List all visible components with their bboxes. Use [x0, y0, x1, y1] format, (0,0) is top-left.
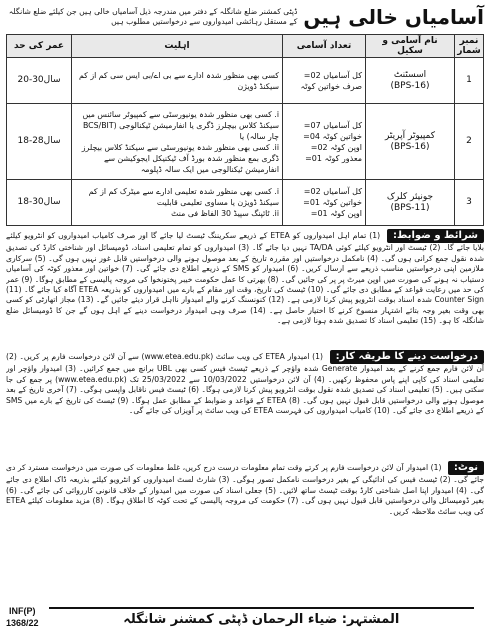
col-age: عمر کی حد [7, 35, 72, 58]
qualification-line: i. کسی بھی منظور شدہ یونیورسٹی سے کمپیوٹر سائنس میں سیکنڈ کلاس بیچلرز ڈگری یا انفارمیشن ٹیکنالوجی (BCS/BIT چار سالہ) یا [82, 109, 279, 141]
count-line: کل آسامیاں 02= [303, 70, 362, 80]
row-age: 20-30سال [7, 58, 72, 104]
note-label: نوٹ: [448, 461, 484, 475]
count-line: اوپن کوٹہ 01= [310, 209, 362, 218]
count-line: خواتین کوٹہ 01= [303, 198, 362, 207]
advertiser-name: المشتہر: ضیاء الرحمان ڈپٹی کمشنر شانگلہ [49, 607, 474, 627]
row-qualification [72, 58, 283, 104]
qualification-line: کسی بھی منظور شدہ ادارے سے بی اے/بی ایس سی کم از کم سیکنڈ ڈویژن [78, 70, 279, 91]
procedure-section [6, 350, 484, 458]
row-qualification [72, 180, 283, 226]
inf-number: 1368/22 [6, 618, 39, 628]
table-row [7, 58, 484, 104]
row-post [366, 104, 455, 180]
count-line: خواتین کوٹہ 04= [303, 131, 362, 141]
col-post: نام آسامی و سکیل [366, 35, 455, 58]
table-row [7, 180, 484, 226]
qualification-line: ii. کسی بھی منظور شدہ یونیورسٹی سے سیکنڈ کلاس بیچلرز ڈگری بمع منظور شدہ بورڈ آف ٹیکنیکل ایجوکیشن سے انفارمیشن ٹیکنالوجی میں ایک سالہ ڈپلومہ [81, 142, 279, 174]
col-count: تعداد آسامی [283, 35, 366, 58]
row-serial: 2 [455, 104, 484, 180]
procedure-text: (1) امیدوار ETEA کی ویب سائٹ (www.etea.edu.pk) سے آن لائن درخواست فارم پر کریں۔ (2) آن لائن فارم جمع کرنے کے بعد امیدوار Generate شدہ واؤچر کے ذریعے ٹیسٹ فیس کسی بھی UBL برانچ میں جمع کرائیں۔ (3) امیدوار واؤچر اور تعلیمی اسناد کی کاپی اپنے پاس محفوظ رکھیں۔ (4) آن لائن درخواستیں 10/03/2022 سے 25/03/2022 تک (www.etea.edu.pk) پر جمع کی جا سکتی ہیں۔ (5) تعلیمی اسناد کی تصدیق شدہ نقول بوقت انٹرویو پیش کرنا لازمی ہوگا۔ (6) ٹیسٹ فیس ناقابل واپسی ہوگی۔ (7) آخری تاریخ کے بعد موصول ہونے والی درخواستیں قابل قبول نہیں ہوں گی۔ (8) ETEA کے قواعد و ضوابط کے مطابق عمل ہوگا۔ (9) ٹیسٹ کی تاریخ کے بارے میں SMS کے ذریعے اطلاع دی جائے گی۔ (10) کامیاب امیدواروں کی فہرست ETEA کی ویب سائٹ پر آویزاں کی جائے گی۔ [6, 352, 484, 416]
post-scale: (BPS-11) [390, 202, 430, 213]
qualification-line: i. کسی بھی منظور شدہ تعلیمی ادارے سے میٹرک کم از کم سیکنڈ ڈویژن یا مساوی تعلیمی قابلیت [88, 187, 279, 207]
post-name: کمپیوٹر آپریٹر [384, 130, 436, 141]
procedure-label: درخواست دینے کا طریقہ کار: [330, 350, 484, 364]
conditions-section [6, 229, 484, 347]
qualification-line: ii. ٹائپنگ سپیڈ 30 الفاظ فی منٹ [171, 209, 279, 218]
post-scale: (BPS-16) [390, 141, 430, 152]
count-line: کل آسامیاں 02= [303, 187, 362, 196]
table-header-row [7, 35, 484, 58]
header [6, 2, 484, 32]
row-serial: 1 [455, 58, 484, 104]
vacancies-table [6, 34, 484, 226]
post-name: اسسٹنٹ [393, 69, 427, 80]
post-name: جونیئر کلرک [386, 191, 434, 202]
col-qualification: اہلیت [72, 35, 283, 58]
note-section [6, 461, 484, 545]
row-serial: 3 [455, 180, 484, 226]
inf-code-block [6, 605, 39, 629]
conditions-label: شرائط و ضوابط: [387, 229, 484, 243]
row-count [283, 58, 366, 104]
row-count [283, 180, 366, 226]
count-line: صرف خواتین کوٹہ [300, 81, 362, 91]
count-line: معذور کوٹہ 01= [305, 153, 362, 163]
row-post [366, 58, 455, 104]
count-line: اوپن کوٹہ 02= [310, 142, 362, 152]
row-age: 18-28سال [7, 104, 72, 180]
row-count [283, 104, 366, 180]
count-line: کل آسامیاں 07= [303, 120, 362, 130]
page-title: آسامیاں خالی ہیں [303, 5, 484, 29]
footer [6, 599, 484, 635]
row-age: 18-30سال [7, 180, 72, 226]
row-post [366, 180, 455, 226]
table-row [7, 104, 484, 180]
intro-text: ڈپٹی کمشنر ضلع شانگلہ کے دفتر میں مندرجہ ذیل آسامیاں خالی ہیں جن کیلئے ضلع شانگلہ کے مستقل رہائشی امیدواروں سے درخواستیں مطلوب ہیں [8, 7, 298, 26]
note-text: (1) امیدوار آن لائن درخواست فارم پر کرتے وقت تمام معلومات درست درج کریں، غلط معلومات کی صورت میں درخواست مسترد کر دی جائے گی۔ (2) ٹیسٹ فیس کی ادائیگی کے بغیر درخواست نامکمل تصور ہوگی۔ (3) شارٹ لسٹ امیدواروں کو انٹرویو کیلئے بذریعہ ڈاک اطلاع دی جائے گی۔ (4) امیدوار اپنا اصل شناختی کارڈ بوقت ٹیسٹ ساتھ لائیں۔ (5) جعلی اسناد کی صورت میں امیدوار کے خلاف قانونی کارروائی کی جائے گی۔ (6) بغیر ڈومیسائل والی درخواستیں قابل قبول نہیں ہوں گی۔ (7) حکومت کی مروجہ پالیسی کے تحت کوٹہ کا اطلاق ہوگا۔ (8) مزید معلومات کیلئے ETEA کی ویب سائٹ ملاحظہ کریں۔ [6, 463, 484, 516]
post-scale: (BPS-16) [390, 80, 430, 91]
conditions-text: (1) تمام اہل امیدواروں کو ETEA کے ذریعے سکریننگ ٹیسٹ لیا جائے گا اور صرف کامیاب امیدواروں کو انٹرویو کیلئے بلایا جائے گا۔ (2) ٹیسٹ اور انٹرویو کیلئے کوئی TA/DA نہیں دیا جائے گا۔ (3) امیدواروں کو تمام تعلیمی اسناد، ڈومیسائل اور شناختی کارڈ کی تصدیق شدہ نقول جمع کرانی ہوں گی۔ (4) نامکمل درخواستیں اور مقررہ تاریخ کے بعد موصول ہونے والی درخواستیں قابل غور نہیں ہوں گی۔ (5) سرکاری ملازمین اپنی درخواستیں مناسب ذریعے سے ارسال کریں۔ (6) امیدوار کو SMS کے ذریعے اطلاع دی جائے گی۔ (7) خواتین اور معذور کوٹہ کی آسامیاں دستیاب نہ ہونے کی صورت میں اوپن میرٹ پر پر کی جائیں گی۔ (8) بھرتی کا عمل حکومت خیبر پختونخوا کی مروجہ پالیسی کے مطابق ہوگا۔ (9) عمر کی حد میں رعایت قواعد کے مطابق دی جائے گی۔ (10) ٹیسٹ کی تاریخ، وقت اور مقام کے بارے میں امیدواروں کو بذریعہ ETEA آگاہ کیا جائے گا۔ (11) Counter Sign شدہ اسناد بوقت انٹرویو پیش کرنا لازمی ہے۔ (12) کنونسنگ کرنے والے امیدوار نااہل قرار دیئے جائیں گے۔ (13) مجاز اتھارٹی کو کسی بھی وقت بغیر وجہ بتائے اشتہار منسوخ کرنے کا اختیار حاصل ہے۔ (14) صرف وہی امیدوار درخواست دینے کے اہل ہوں گے جن کا ڈومیسائل ضلع شانگلہ کا ہو۔ (15) تعلیمی اسناد کا تصدیق شدہ ہونا لازمی ہے۔ [6, 231, 484, 326]
row-qualification [72, 104, 283, 180]
col-serial: نمبر شمار [455, 35, 484, 58]
inf-code: INF(P) [9, 606, 36, 616]
